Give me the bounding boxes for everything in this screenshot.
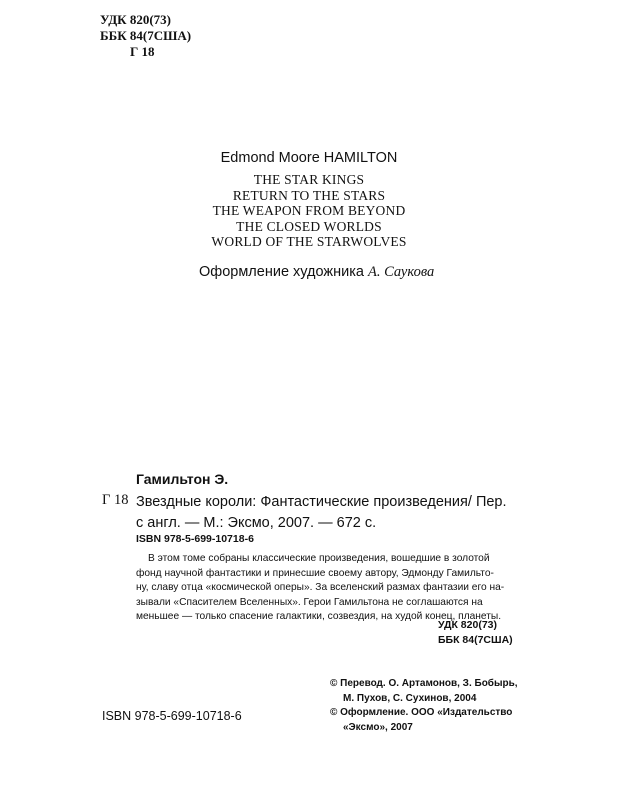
copyright-line: М. Пухов, С. Сухинов, 2004 <box>343 692 477 704</box>
original-works-list <box>0 172 618 250</box>
copyright-block <box>330 677 518 735</box>
catalog-udk: УДК 820(73) <box>438 619 497 631</box>
isbn-bottom: ISBN 978-5-699-10718-6 <box>102 709 242 723</box>
design-credit <box>199 264 434 281</box>
catalog-card-isbn: ISBN 978-5-699-10718-6 <box>136 533 254 545</box>
copyright-line: © Перевод. О. Артамонов, З. Бобырь, <box>330 678 518 689</box>
description-line: Звездные короли: Фантастические произведения/ Пер. <box>136 494 507 510</box>
catalog-card-description <box>136 492 551 534</box>
udk-code: УДК 820(73) <box>100 12 172 27</box>
work-title: WORLD OF THE STARWOLVES <box>211 234 407 249</box>
design-credit-prefix: Оформление художника <box>199 264 368 280</box>
design-artist: А. Саукова <box>367 264 435 280</box>
work-title: THE STAR KINGS <box>253 172 365 187</box>
catalog-card-author: Гамильтон Э. <box>136 471 229 487</box>
copyright-line: «Эксмо», 2007 <box>343 721 413 733</box>
work-title: THE WEAPON FROM BEYOND <box>212 203 406 218</box>
author-mark: Г 18 <box>130 44 155 59</box>
bbk-code: ББК 84(7США) <box>100 28 192 43</box>
classification-codes <box>100 12 191 60</box>
work-title: RETURN TO THE STARS <box>232 187 386 203</box>
annotation-line: фонд научной фантастики и принесшие своему автору, Эдмонду Гамильто- <box>136 567 494 579</box>
annotation <box>136 552 536 625</box>
work-title: THE CLOSED WORLDS <box>236 218 382 234</box>
catalog-bbk: ББК 84(7США) <box>438 633 513 646</box>
description-line: с англ. — М.: Эксмо, 2007. — 672 с. <box>136 515 377 531</box>
original-titles-block <box>0 148 618 250</box>
copyright-line: © Оформление. ООО «Издательство <box>330 707 513 719</box>
catalog-card-codes <box>438 618 513 647</box>
annotation-line: меньшее — только спасение галактики, созвездия, на худой конец, планеты. <box>136 611 502 623</box>
annotation-line: В этом томе собраны классические произведения, вошедшие в золотой <box>148 553 490 564</box>
annotation-line: ну, славу отца «космической оперы». За вселенский размах фантазии его на- <box>136 582 505 594</box>
original-author: Edmond Moore HAMILTON <box>220 150 398 166</box>
catalog-card-mark: Г 18 <box>102 492 129 508</box>
annotation-line: зывали «Спасителем Вселенных». Герои Гамильтона не соглашаются на <box>136 596 483 608</box>
